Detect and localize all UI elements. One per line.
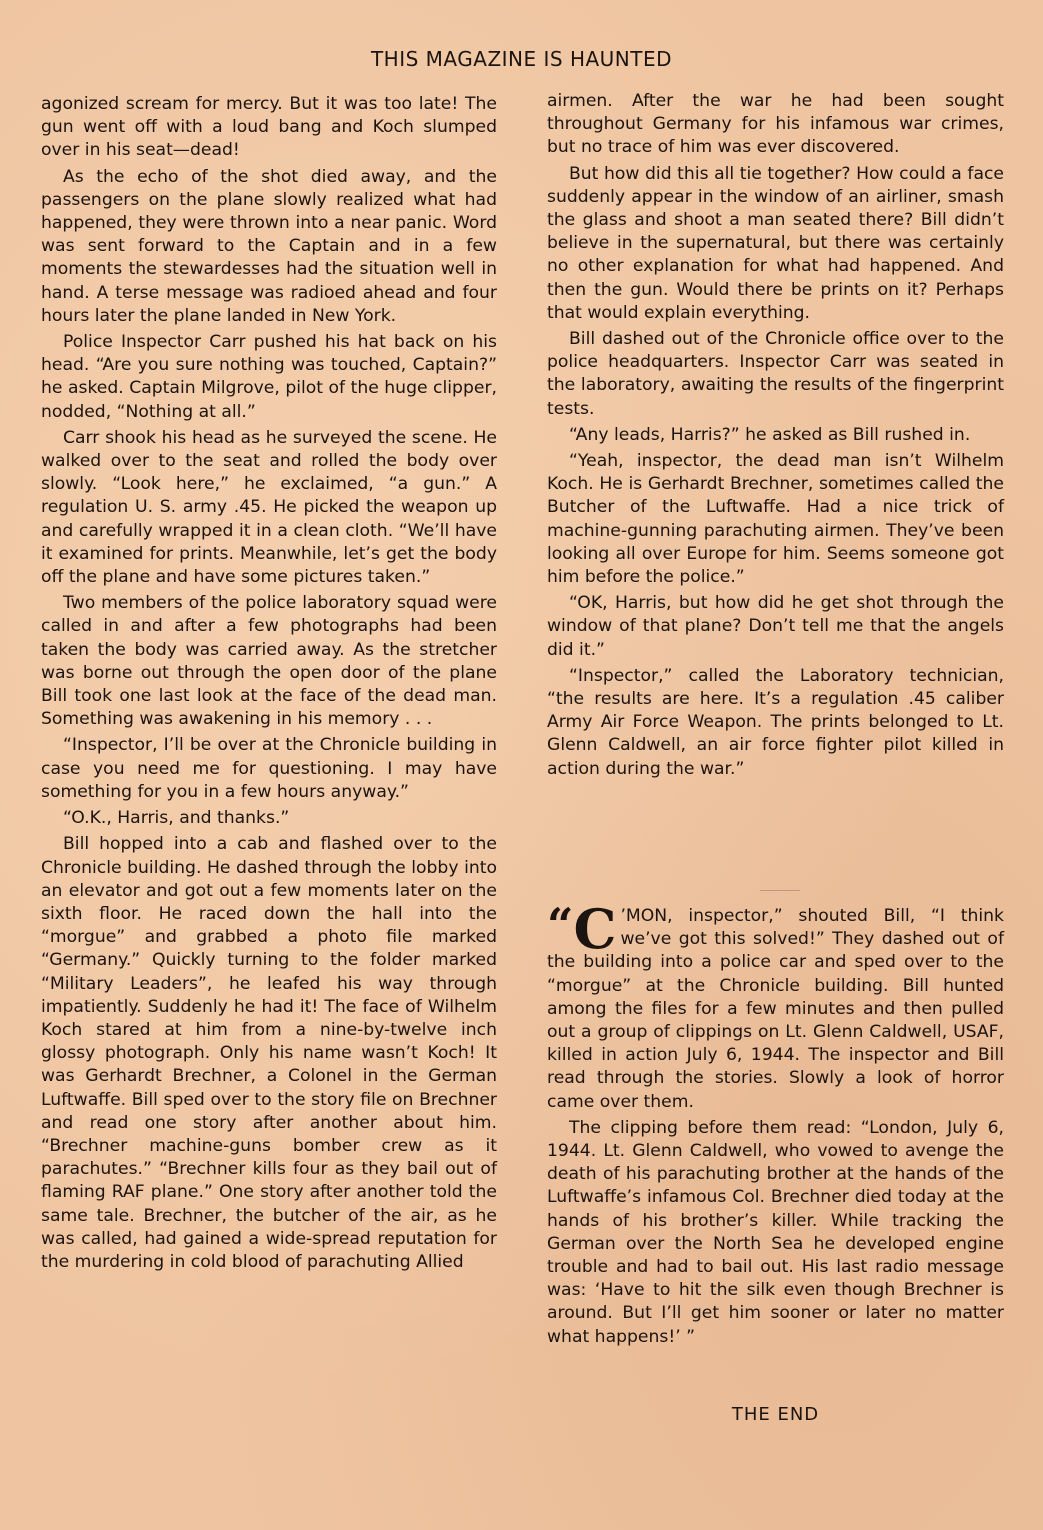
paragraph: Carr shook his head as he surveyed the scene. He walked over to the seat and rolled the body over slowly. “Look here,” he exclaimed, “a gun.” A regulation U. S. army .45. He picked the weapon up and carefully wrapped it in a clean cloth. “We’ll have it examined for prints. Meanwhile, let’s get the body off the plane and have some pictures taken.”	[41, 427, 497, 588]
paragraph: “O.K., Harris, and thanks.”	[63, 808, 290, 829]
paragraph: “Any leads, Harris?” he asked as Bill rushed in.	[569, 424, 971, 445]
dropcap-letter: C	[573, 897, 617, 961]
paragraph: “Inspector, I’ll be over at the Chronicle building in case you need me for questioning. I may have something for you in a few hours anyway.”	[41, 735, 497, 802]
dropcap-paragraph	[547, 897, 1004, 1114]
paragraph: “Inspector,” called the Laboratory technician, “the results are here. It’s a regulation .45 caliber Army Air Force Weapon. The prints belonged to Lt. Glenn Caldwell, an air force fighter pilot killed in action during the war.”	[547, 665, 1004, 779]
section-divider	[760, 890, 800, 891]
the-end-label: THE END	[731, 1404, 820, 1425]
magazine-title-header: THIS MAGAZINE IS HAUNTED	[370, 47, 673, 71]
paragraph: airmen. After the war he had been sought throughout Germany for his infamous war crimes, but no trace of him was ever discovered.	[547, 91, 1004, 158]
left-column	[41, 93, 497, 1277]
paragraph: As the echo of the shot died away, and the passengers on the plane slowly realized what had happened, they were thrown into a near panic. Word was sent forward to the Captain and in a few moments the stewardesses had the situation well in hand. A terse message was radioed ahead and four hours later the plane landed in New York.	[41, 166, 497, 326]
right-column-top	[547, 90, 1004, 784]
dropcap-paragraph-text: ’MON, inspector,” shouted Bill, “I think we’ve got this solved!” They dashed out of the building into a police car and sped over to the “morgue” at the Chronicle building. Bill hunted among the files for a few minutes and then pulled out a group of clippings on Lt. Glenn Caldwell, USAF, killed in action July 6, 1944. The inspector and Bill read through the stories. Slowly a look of horror came over them.	[547, 906, 1004, 1112]
paragraph: But how did this all tie together? How could a face suddenly appear in the window of an airliner, smash the glass and shoot a man seated there? Bill didn’t believe in the supernatural, but there was certainly no other explanation for what had happened. And then the gun. Would there be prints on it? Perhaps that would explain everything.	[547, 163, 1004, 323]
paragraph: The clipping before them read: “London, July 6, 1944. Lt. Glenn Caldwell, who vowed to avenge the death of his parachuting brother at the hands of the Luftwaffe’s infamous Col. Brechner died today at the hands of his brother’s killer. While tracking the German over the North Sea he developed engine trouble and had to bail out. His last radio message was: ‘Have to hit the silk even though Brechner is around. But I’ll get him sooner or later no matter what happens!’ ”	[547, 1117, 1004, 1347]
paragraph: Police Inspector Carr pushed his hat back on his head. “Are you sure nothing was touched, Captain?” he asked. Captain Milgrove, pilot of the huge clipper, nodded, “Nothing at all.”	[41, 332, 497, 422]
paragraph: “Yeah, inspector, the dead man isn’t Wilhelm Koch. He is Gerhardt Brechner, sometimes called the Butcher of the Luftwaffe. Had a nice trick of machine-gunning parachuting airmen. They’ve been looking all over Europe for him. Seems someone got him before the police.”	[547, 451, 1004, 588]
paragraph: Bill hopped into a cab and flashed over to the Chronicle building. He dashed through the lobby into an elevator and got out a few moments later on the sixth floor. He raced down the hall into the “morgue” and grabbed a photo file marked “Germany.” Quickly turning to the folder marked “Military Leaders”, he leafed his way through impatiently. Suddenly he had it! The face of Wilhelm Koch stared at him from a nine-by-twelve inch glossy photograph. Only his name wasn’t Koch! It was Gerhardt Brechner, a Colonel in the German Luftwaffe. Bill sped over to the story file on Brechner and read one story after another about him. “Brechner machine-guns bomber crew as it parachutes.” “Brechner kills four as they bail out of flaming RAF plane.” One story after another told the same tale. Brechner, the butcher of the air, as he was called, had gained a wide-spread reputation for the murdering in cold blood of parachuting Allied	[41, 834, 497, 1272]
dropcap-quote-mark: “	[547, 898, 574, 952]
paragraph: Bill dashed out of the Chronicle office over to the police headquarters. Inspector Carr was seated in the laboratory, awaiting the results of the fingerprint tests.	[547, 329, 1004, 419]
right-column-bottom	[547, 897, 1004, 1352]
paragraph: “OK, Harris, but how did he get shot through the window of that plane? Don’t tell me that the angels did it.”	[547, 593, 1004, 660]
paragraph: agonized scream for mercy. But it was too late! The gun went off with a loud bang and Koch slumped over in his seat—dead!	[41, 94, 497, 161]
paragraph: Two members of the police laboratory squad were called in and after a few photographs had been taken the body was carried away. As the stretcher was borne out through the open door of the plane Bill took one last look at the face of the dead man. Something was awakening in his memory . . .	[41, 593, 497, 730]
